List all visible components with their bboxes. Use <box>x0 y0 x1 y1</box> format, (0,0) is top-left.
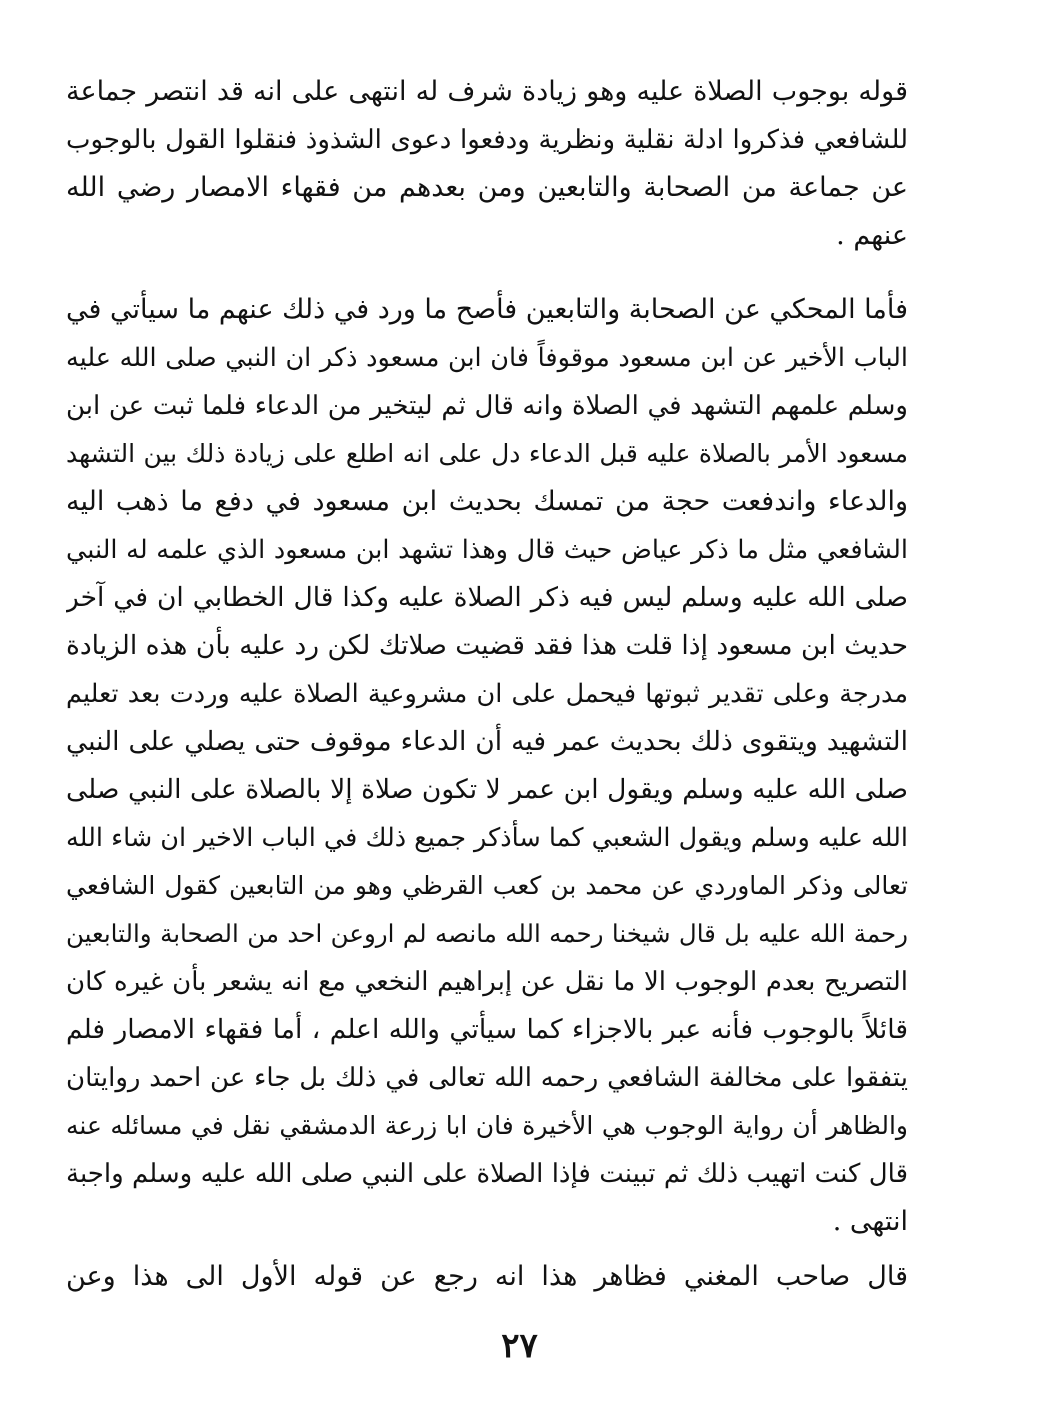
paragraph-1 <box>66 68 908 260</box>
text-line: صلى الله عليه وسلم ويقول ابن عمر لا تكون صلاة إلا بالصلاة على النبي صلى <box>66 774 908 805</box>
text-line: الله عليه وسلم ويقول الشعبي كما سأذكر جميع ذلك في الباب الاخير ان شاء الله <box>66 823 908 853</box>
paragraph-2 <box>66 286 908 1246</box>
text-line: انتهى . <box>832 1206 908 1237</box>
text-line: التصريح بعدم الوجوب الا ما نقل عن إبراهيم النخعي مع انه يشعر بأن غيره كان <box>66 967 908 997</box>
page-number: ٢٧ <box>501 1326 538 1366</box>
text-line: قال صاحب المغني فظاهر هذا انه رجع عن قوله الأول الى هذا وعن <box>66 1261 908 1292</box>
text-line: تعالى وذكر الماوردي عن محمد بن كعب القرظي وهو من التابعين كقول الشافعي <box>66 871 908 900</box>
text-line: عنهم . <box>836 220 908 251</box>
text-line: وسلم علمهم التشهد في الصلاة وانه قال ثم ليتخير من الدعاء فلما ثبت عن ابن <box>66 391 908 421</box>
text-line: فأما المحكي عن الصحابة والتابعين فأصح ما ورد في ذلك عنهم ما سيأتي في <box>66 294 908 325</box>
text-line: الشافعي مثل ما ذكر عياض حيث قال وهذا تشهد ابن مسعود الذي علمه له النبي <box>66 535 908 565</box>
text-line: مدرجة وعلى تقدير ثبوتها فيحمل على ان مشروعية الصلاة عليه وردت بعد تعليم <box>66 679 908 709</box>
text-line: للشافعي فذكروا ادلة نقلية ونظرية ودفعوا دعوى الشذوذ فنقلوا القول بالوجوب <box>66 125 908 155</box>
text-line: الباب الأخير عن ابن مسعود موقوفاً فان ابن مسعود ذكر ان النبي صلى الله عليه <box>66 343 908 373</box>
text-line: عن جماعة من الصحابة والتابعين ومن بعدهم من فقهاء الامصار رضي الله <box>66 172 908 203</box>
text-line: التشهيد ويتقوى ذلك بحديث عمر فيه أن الدعاء موقوف حتى يصلي على النبي <box>66 726 908 757</box>
text-line: والدعاء واندفعت حجة من تمسك بحديث ابن مسعود في دفع ما ذهب اليه <box>66 486 908 517</box>
text-line: مسعود الأمر بالصلاة عليه قبل الدعاء دل على انه اطلع على زيادة ذلك بين التشهد <box>66 439 908 468</box>
text-line: والظاهر أن رواية الوجوب هي الأخيرة فان ابا زرعة الدمشقي نقل في مسائله عنه <box>66 1111 908 1140</box>
text-line: رحمة الله عليه بل قال شيخنا رحمه الله مانصه لم اروعن احد من الصحابة والتابعين <box>66 919 908 948</box>
text-line: قال كنت اتهيب ذلك ثم تبينت فإذا الصلاة على النبي صلى الله عليه وسلم واجبة <box>66 1159 908 1189</box>
text-line: يتفقوا على مخالفة الشافعي رحمه الله تعالى في ذلك بل جاء عن احمد روايتان <box>66 1063 908 1093</box>
text-line: صلى الله عليه وسلم ليس فيه ذكر الصلاة عليه وكذا قال الخطابي ان في آخر <box>66 582 908 613</box>
text-line: قوله بوجوب الصلاة عليه وهو زيادة شرف له انتهى على انه قد انتصر جماعة <box>66 76 908 107</box>
text-line: قائلاً بالوجوب فأنه عبر بالاجزاء كما سيأتي والله اعلم ، أما فقهاء الامصار فلم <box>66 1014 908 1045</box>
text-line: حديث ابن مسعود إذا قلت هذا فقد قضيت صلاتك لكن رد عليه بأن هذه الزيادة <box>66 630 908 661</box>
paragraph-3 <box>66 1253 908 1301</box>
